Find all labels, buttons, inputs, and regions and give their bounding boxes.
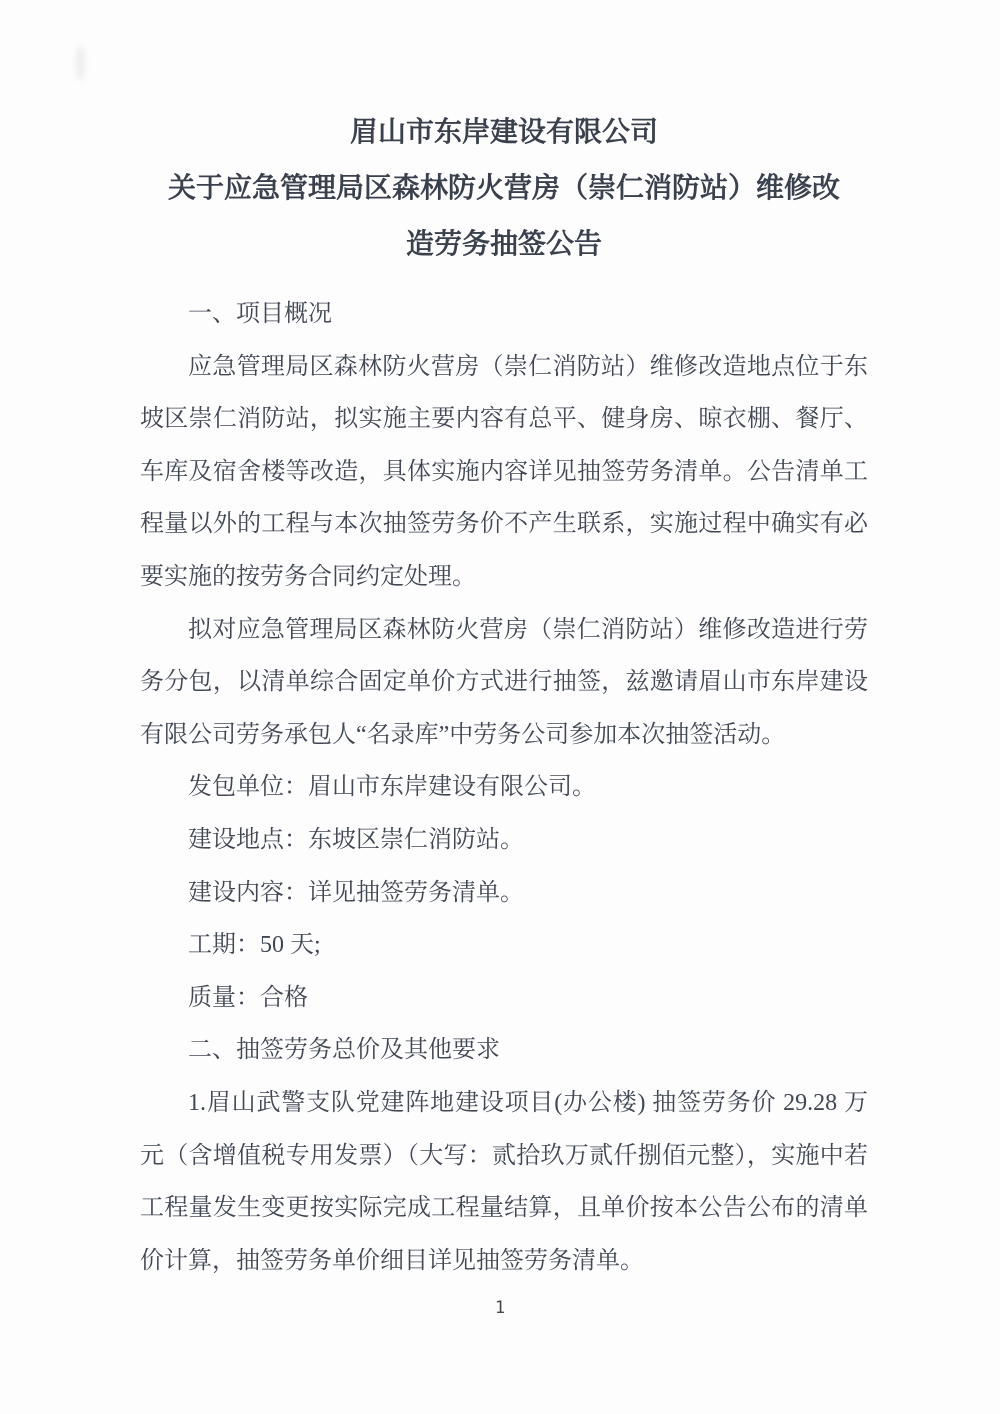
section-heading-price-requirements: 二、抽签劳务总价及其他要求 (188, 1037, 500, 1064)
title-line-1: 眉山市东岸建设有限公司 (349, 116, 658, 147)
field-construction-content: 建设内容：详见抽签劳务清单。 (188, 879, 524, 906)
paragraph-lottery-invitation: 拟对应急管理局区森林防火营房（崇仁消防站）维修改造进行劳务分包，以清单综合固定单价方式进行抽签，兹邀请眉山市东岸建设有限公司劳务承包人“名录库”中劳务公司参加本次抽签活动。 (140, 616, 868, 748)
scan-smudge-artifact (76, 46, 85, 80)
document-body (140, 288, 868, 1287)
field-quality: 质量：合格 (188, 984, 308, 1011)
title-line-3: 造劳务抽签公告 (405, 228, 602, 259)
document-title (140, 104, 868, 272)
field-construction-site: 建设地点：东坡区崇仁消防站。 (188, 826, 524, 853)
paragraph-project-scope: 应急管理局区森林防火营房（崇仁消防站）维修改造地点位于东坡区崇仁消防站，拟实施主要内容有总平、健身房、晾衣棚、餐厅、车库及宿舍楼等改造，具体实施内容详见抽签劳务清单。公告清单工程量以外的工程与本次抽签劳务价不产生联系，实施过程中确实有必要实施的按劳务合同约定处理。 (140, 353, 868, 590)
title-line-2: 关于应急管理局区森林防火营房（崇仁消防站）维修改 (167, 172, 840, 203)
page-number: 1 (494, 1298, 506, 1318)
field-construction-period: 工期：50 天; (188, 932, 321, 959)
section-heading-project-overview: 一、项目概况 (188, 301, 332, 327)
field-contracting-unit: 发包单位：眉山市东岸建设有限公司。 (188, 774, 596, 801)
paragraph-lottery-price: 1.眉山武警支队党建阵地建设项目(办公楼) 抽签劳务价 29.28 万元（含增值税专用发票）（大写：贰拾玖万贰仟捌佰元整），实施中若工程量发生变更按实际完成工程量结算，且单价按本公告公布的清单价计算，抽签劳务单价细目详见抽签劳务清单。 (140, 1089, 868, 1274)
document-content (140, 104, 868, 1287)
